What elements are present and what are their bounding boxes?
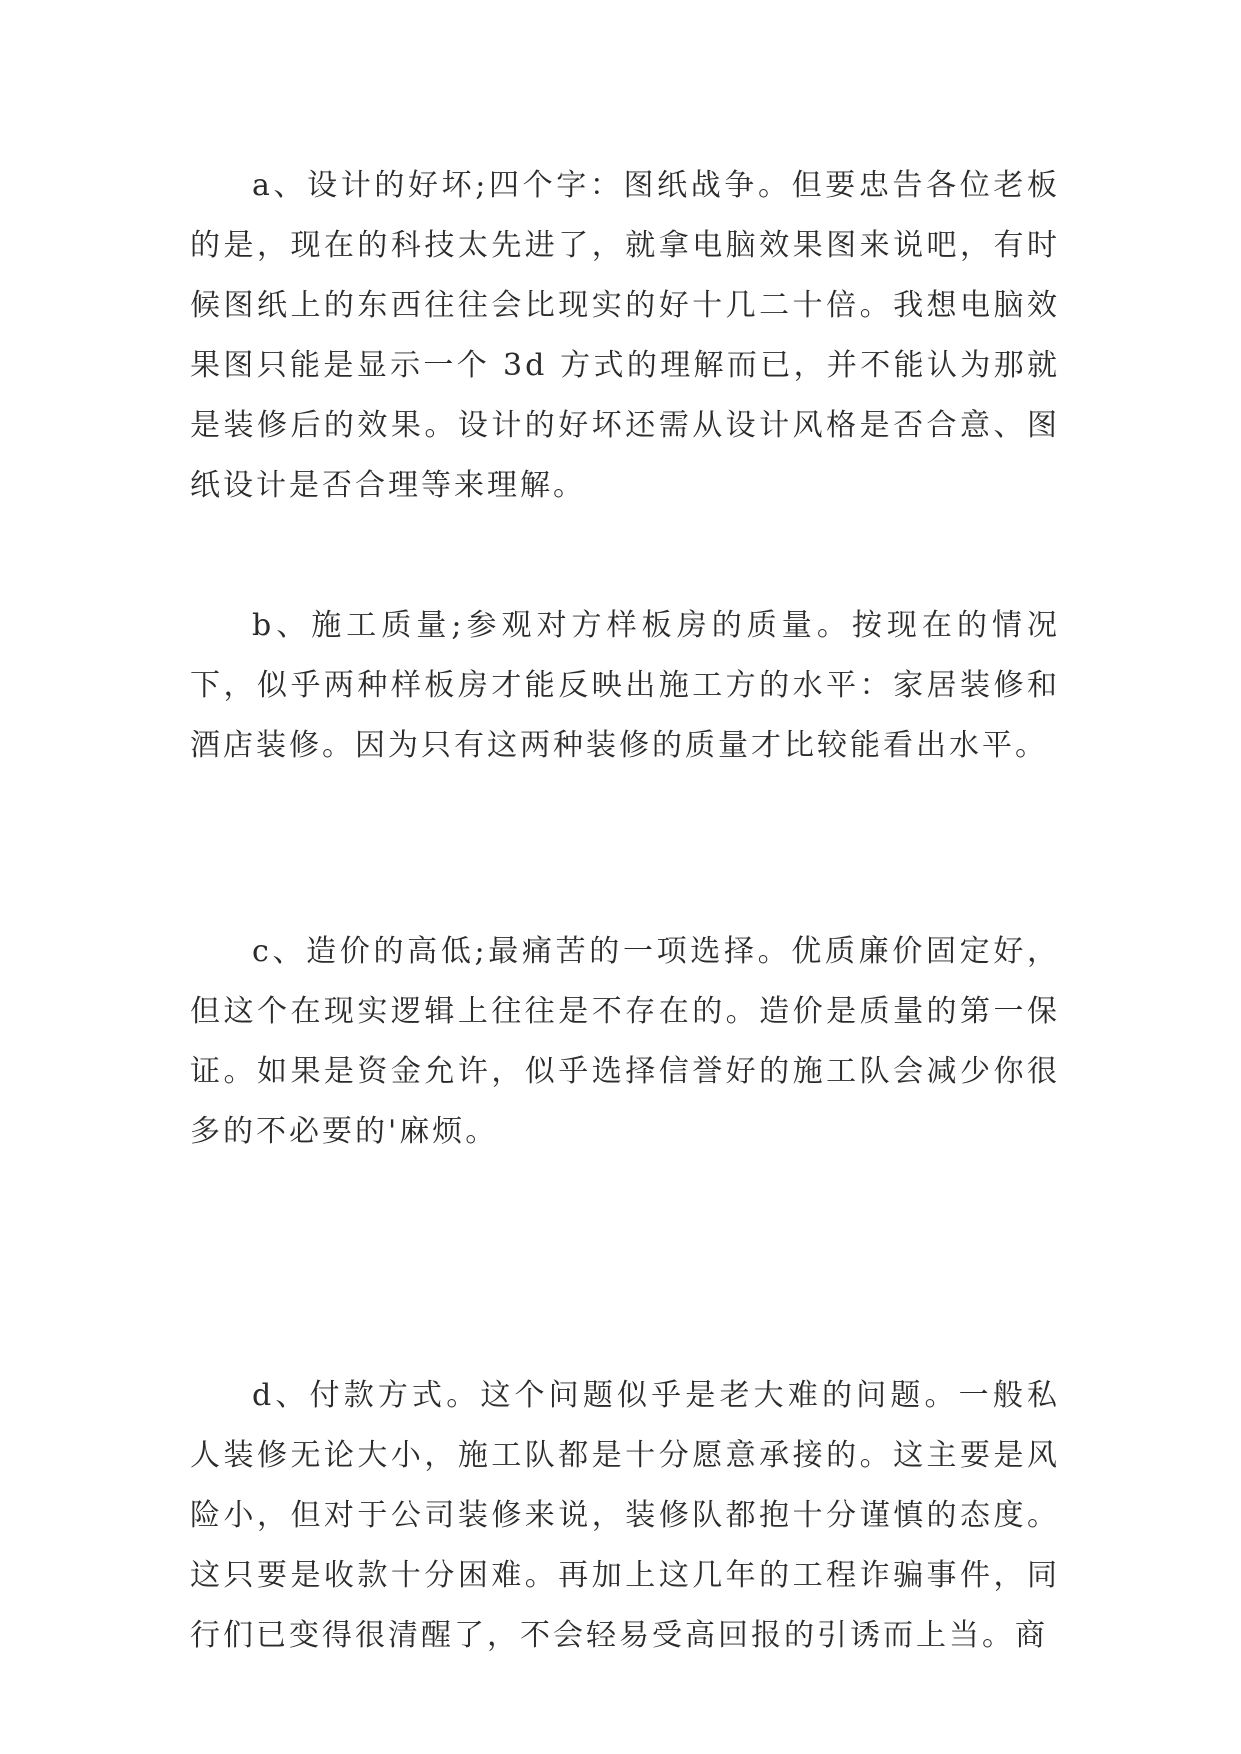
paragraph-c-cost: c、造价的高低;最痛苦的一项选择。优质廉价固定好，但这个在现实逻辑上往往是不存在的。造价是质量的第一保证。如果是资金允许，似乎选择信誉好的施工队会减少你很多的不必要的'麻烦。 bbox=[190, 934, 1060, 1149]
paragraph-b-construction-quality: b、施工质量;参观对方样板房的质量。按现在的情况下，似乎两种样板房才能反映出施工方的水平：家居装修和酒店装修。因为只有这两种装修的质量才比较能看出水平。 bbox=[190, 608, 1060, 763]
paragraph-d-payment-method: d、付款方式。这个问题似乎是老大难的问题。一般私人装修无论大小，施工队都是十分愿意承接的。这主要是风险小，但对于公司装修来说，装修队都抱十分谨慎的态度。这只要是收款十分困难。再加上这几年的工程诈骗事件，同行们已变得很清醒了，不会轻易受高回报的引诱而上当。商 bbox=[190, 1378, 1060, 1653]
paragraph-a-design-quality: a、设计的好坏;四个字：图纸战争。但要忠告各位老板的是，现在的科技太先进了，就拿电脑效果图来说吧，有时候图纸上的东西往往会比现实的好十几二十倍。我想电脑效果图只能是显示一个 3d 方式的理解而已，并不能认为那就是装修后的效果。设计的好坏还需从设计风格是否合意、图纸设计是否合理等来理解。 bbox=[190, 168, 1060, 503]
